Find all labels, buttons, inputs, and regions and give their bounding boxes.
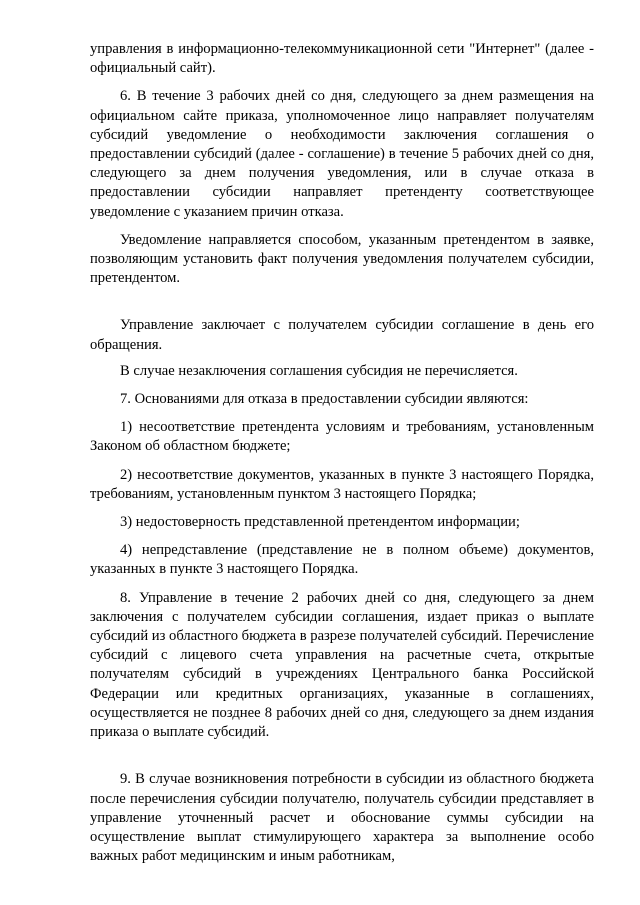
paragraph-reason-1: 1) несоответствие претендента условиям и требованиям, установленным Законом об областном бюджете; bbox=[90, 419, 594, 455]
document-body bbox=[90, 40, 594, 866]
paragraph-reason-2: 2) несоответствие документов, указанных в пункте 3 настоящего Порядка, требованиям, установленным пунктом 3 настоящего Порядка; bbox=[90, 466, 594, 502]
paragraph-agreement: Управление заключает с получателем субсидии соглашение в день его обращения. bbox=[90, 317, 594, 353]
paragraph-reason-3: 3) недостоверность представленной претендентом информации; bbox=[120, 514, 520, 531]
paragraph-reason-4: 4) непредставление (представление не в полном объеме) документов, указанных в пункте 3 настоящего Порядка. bbox=[90, 542, 594, 578]
paragraph-item-9: 9. В случае возникновения потребности в субсидии из областного бюджета после перечисления субсидии получателю, получатель субсидии представляет в управление уточненный расчет и обоснование суммы субсидии на осуществление выплат стимулирующего характера за выполнение особо важных работ медицинским и иным работникам, bbox=[90, 771, 594, 865]
paragraph-1: управления в информационно-телекоммуникационной сети "Интернет" (далее - официальный сайт). bbox=[90, 41, 594, 77]
paragraph-item-6: 6. В течение 3 рабочих дней со дня, следующего за днем размещения на официальном сайте приказа, уполномоченное лицо направляет получателям субсидий уведомление о необходимости заключения соглашения о предоставлении субсидий (далее - соглашение) в течение 5 рабочих дней со дня, следующего за днем получения уведомления, или в случае отказа в предоставлении субсидии направляет претенденту соответствующее уведомление с указанием причин отказа. bbox=[90, 88, 594, 220]
paragraph-notification: Уведомление направляется способом, указанным претендентом в заявке, позволяющим установить факт получения уведомления получателем субсидии, претендентом. bbox=[90, 231, 594, 287]
paragraph-non-conclusion: В случае незаключения соглашения субсидия не перечисляется. bbox=[120, 362, 518, 379]
paragraph-item-8: 8. Управление в течение 2 рабочих дней со дня, следующего за днем заключения с получателем субсидии соглашения, издает приказ о выплате субсидий из областного бюджета в разрезе получателей субсидий. Перечисление субсидий с лицевого счета управления на расчетные счета, открытые получателям субсидий в учреждениях Центрального банка Российской Федерации или кредитных организациях, указанные в соглашениях, осуществляется не позднее 8 рабочих дней со дня, следующего за днем издания приказа о выплате субсидий. bbox=[90, 589, 595, 741]
paragraph-item-7: 7. Основаниями для отказа в предоставлении субсидии являются: bbox=[120, 391, 529, 408]
